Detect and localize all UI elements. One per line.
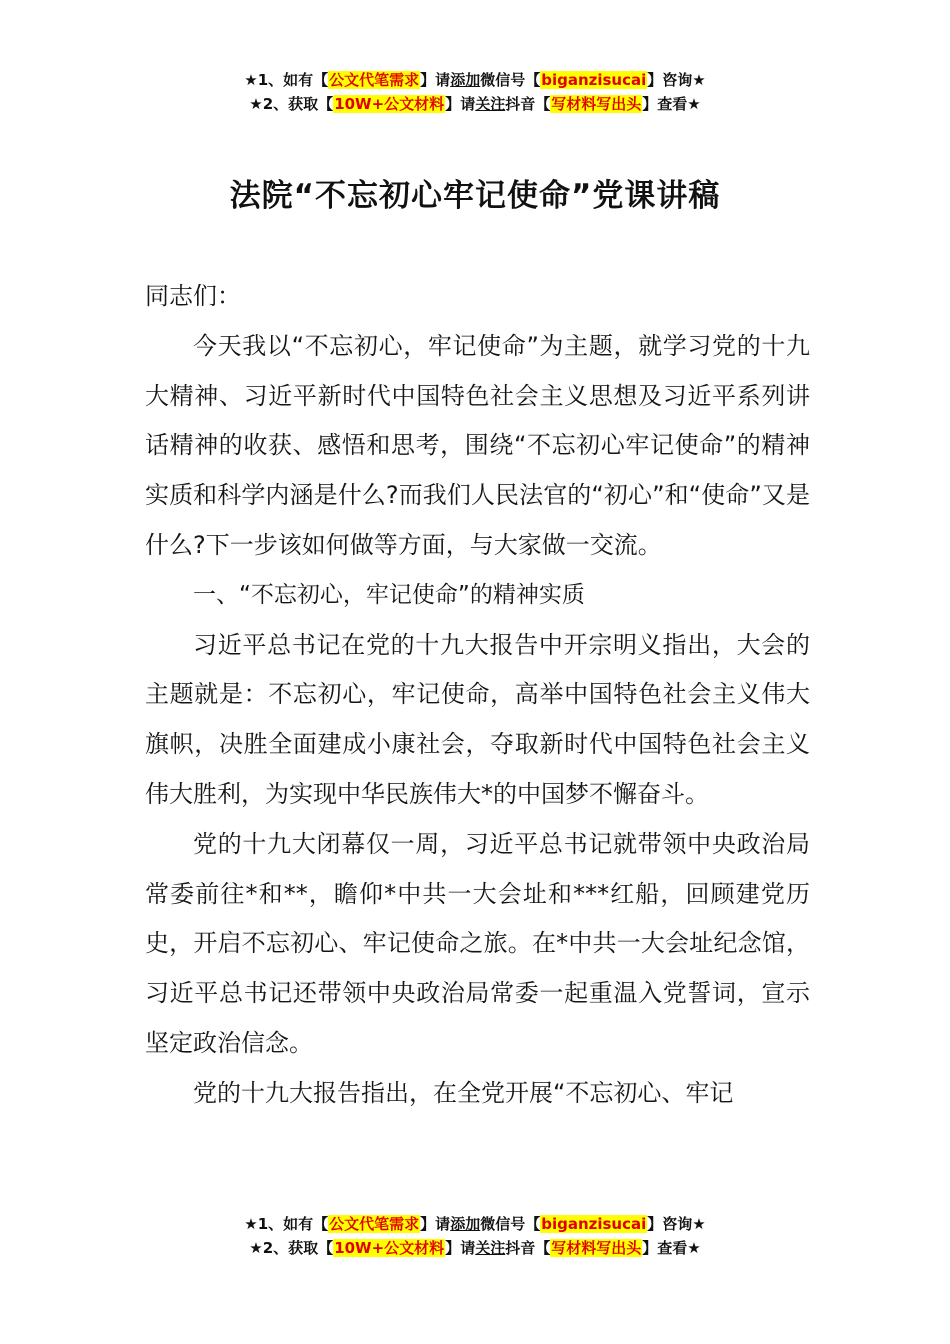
paragraph-intro: 今天我以“不忘初心，牢记使命”为主题，就学习党的十九大精神、习近平新时代中国特色社会主义思想及习近平系列讲话精神的收获、感悟和思考，围绕“不忘初心牢记使命”的精神实质和科学内涵是什么?而我们人民法官的“初心”和“使命”又是什么?下一步该如何做等方面，与大家做一交流。 [145, 331, 810, 559]
banner-text: 抖音【 [505, 95, 551, 113]
paragraph: 党的十九大报告指出，在全党开展“不忘初心、牢记 [193, 1078, 734, 1107]
document-body [145, 272, 810, 1119]
highlight-materials: 10W+公文材料 [334, 95, 445, 113]
banner-text: ★2、获取【 [249, 95, 334, 113]
banner-text: 】请 [420, 1215, 451, 1233]
banner-text: ★1、如有【 [244, 71, 329, 89]
underlined-add: 添加 [450, 1215, 481, 1233]
underlined-follow: 关注 [475, 1239, 506, 1257]
paragraph: 习近平总书记在党的十九大报告中开宗明义指出，大会的主题就是：不忘初心，牢记使命，高举中国特色社会主义伟大旗帜，决胜全面建成小康社会，夺取新时代中国特色社会主义伟大胜利，为实现中华民族伟大*的中国梦不懈奋斗。 [145, 630, 810, 808]
banner-line-2 [0, 1236, 950, 1260]
section-heading: 一、“不忘初心，牢记使命”的精神实质 [193, 581, 585, 608]
highlight-wechat-id: biganzisucai [541, 71, 647, 89]
banner-text: 】咨询★ [647, 71, 706, 89]
greeting: 同志们： [145, 282, 241, 310]
paragraph: 党的十九大闭幕仅一周，习近平总书记就带领中央政治局常委前往*和**，瞻仰*中共一大会址和***红船，回顾建党历史，开启不忘初心、牢记使命之旅。在*中共一大会址纪念馆，习近平总书记还带领中央政治局常委一起重温入党誓词，宣示坚定政治信念。 [145, 829, 810, 1057]
banner-text: 】请 [445, 95, 476, 113]
banner-text: 微信号【 [480, 71, 541, 89]
banner-text: 】查看★ [642, 95, 701, 113]
banner-text: 】咨询★ [647, 1215, 706, 1233]
highlight-materials: 10W+公文材料 [334, 1239, 445, 1257]
banner-text: 抖音【 [505, 1239, 551, 1257]
top-banner [0, 68, 950, 116]
banner-text: 】请 [445, 1239, 476, 1257]
banner-line-2 [0, 92, 950, 116]
banner-text: ★2、获取【 [249, 1239, 334, 1257]
highlight-wechat-id: biganzisucai [541, 1215, 647, 1233]
banner-text: 】请 [420, 71, 451, 89]
underlined-add: 添加 [450, 71, 481, 89]
banner-line-1 [0, 1212, 950, 1236]
highlight-service: 公文代笔需求 [329, 1215, 420, 1233]
document-title: 法院“不忘初心牢记使命”党课讲稿 [229, 178, 721, 214]
banner-line-1 [0, 68, 950, 92]
banner-text: 】查看★ [642, 1239, 701, 1257]
banner-text: 微信号【 [480, 1215, 541, 1233]
underlined-follow: 关注 [475, 95, 506, 113]
highlight-service: 公文代笔需求 [329, 71, 420, 89]
banner-text: ★1、如有【 [244, 1215, 329, 1233]
bottom-banner [0, 1212, 950, 1260]
highlight-douyin: 写材料写出头 [551, 95, 642, 113]
highlight-douyin: 写材料写出头 [551, 1239, 642, 1257]
